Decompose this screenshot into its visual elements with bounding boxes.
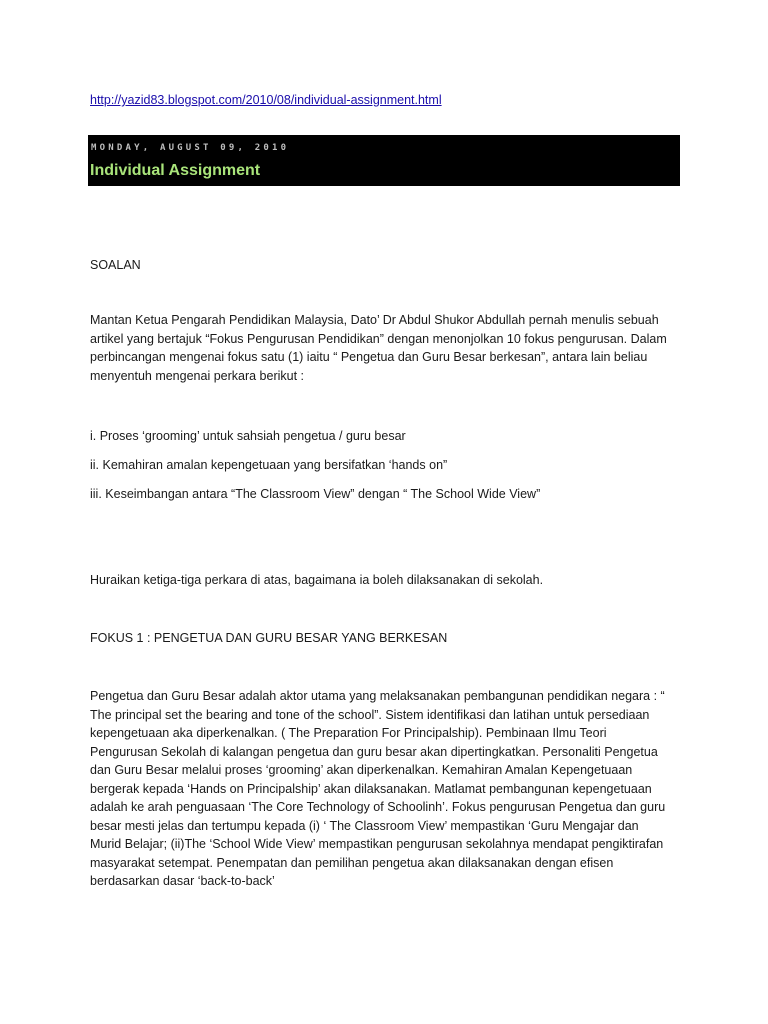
- intro-line: perbincangan mengenai fokus satu (1) iaitu “ Pengetua dan Guru Besar berkesan”, antara lain beliau: [90, 350, 648, 364]
- intro-paragraph: [90, 311, 690, 385]
- point-item: i. Proses ‘grooming’ untuk sahsiah pengetua / guru besar: [90, 429, 406, 443]
- answer-line: masyarakat setempat. Penempatan dan pemilihan pengetua akan dilaksanakan dengan efisen: [90, 855, 614, 870]
- intro-line: Mantan Ketua Pengarah Pendidikan Malaysia, Dato’ Dr Abdul Shukor Abdullah pernah menulis sebuah: [90, 313, 659, 327]
- soalan-heading: SOALAN: [90, 258, 141, 272]
- answer-line: adalah ke arah penguasaan ‘The Core Technology of Schoolinh’. Fokus pengurusan Pengetua dan guru: [90, 800, 666, 814]
- answer-line: Pengetua dan Guru Besar adalah aktor utama yang melaksanakan pembangunan pendidikan negara : “: [90, 689, 665, 703]
- question-text: Huraikan ketiga-tiga perkara di atas, bagaimana ia boleh dilaksanakan di sekolah.: [90, 573, 544, 587]
- answer-line: kepengetuaan aka diperkenalkan. ( The Preparation For Principalship). Pembinaan Ilmu Teori: [90, 726, 607, 740]
- post-title[interactable]: Individual Assignment: [90, 162, 261, 179]
- answer-line: Murid Belajar; (ii)The ‘School Wide View’ mempastikan pengurusan sekolahnya mendapat pengiktirafan: [90, 837, 664, 851]
- source-link[interactable]: http://yazid83.blogspot.com/2010/08/individual-assignment.html: [90, 93, 442, 107]
- answer-line: berdasarkan dasar ‘back-to-back’: [90, 874, 275, 888]
- post-date: MONDAY, AUGUST 09, 2010: [91, 143, 290, 153]
- point-item: iii. Keseimbangan antara “The Classroom View” dengan “ The School Wide View”: [90, 487, 541, 501]
- answer-line: bergerak kepada ‘Hands on Principalship’ akan dilaksanakan. Matlamat pembangunan kepengetuaan: [90, 781, 652, 796]
- blog-header-banner: [88, 135, 680, 186]
- point-item: ii. Kemahiran amalan kepengetuaan yang bersifatkan ‘hands on”: [90, 458, 448, 472]
- answer-paragraph: [90, 687, 690, 891]
- answer-line: The principal set the bearing and tone of the school”. Sistem identifikasi dan latihan untuk persediaan: [90, 707, 650, 722]
- answer-line: besar mesti jelas dan tertumpu kepada (i) ‘ The Classroom View’ mempastikan ‘Guru Mengajar dan: [90, 818, 639, 833]
- fokus-heading: FOKUS 1 : PENGETUA DAN GURU BESAR YANG BERKESAN: [90, 631, 448, 645]
- answer-line: dan Guru Besar melalui proses ‘grooming’ akan diperkenalkan. Kemahiran Amalan Kepengetuaan: [90, 763, 633, 777]
- answer-line: Pengurusan Sekolah di kalangan pengetua dan guru besar akan dipertingkatkan. Personaliti Pengetua: [90, 744, 658, 759]
- intro-line: menyentuh mengenai perkara berikut :: [90, 368, 305, 383]
- intro-line: artikel yang bertajuk “Fokus Pengurusan Pendidikan” dengan menonjolkan 10 fokus pengurusan. Dalam: [90, 331, 667, 346]
